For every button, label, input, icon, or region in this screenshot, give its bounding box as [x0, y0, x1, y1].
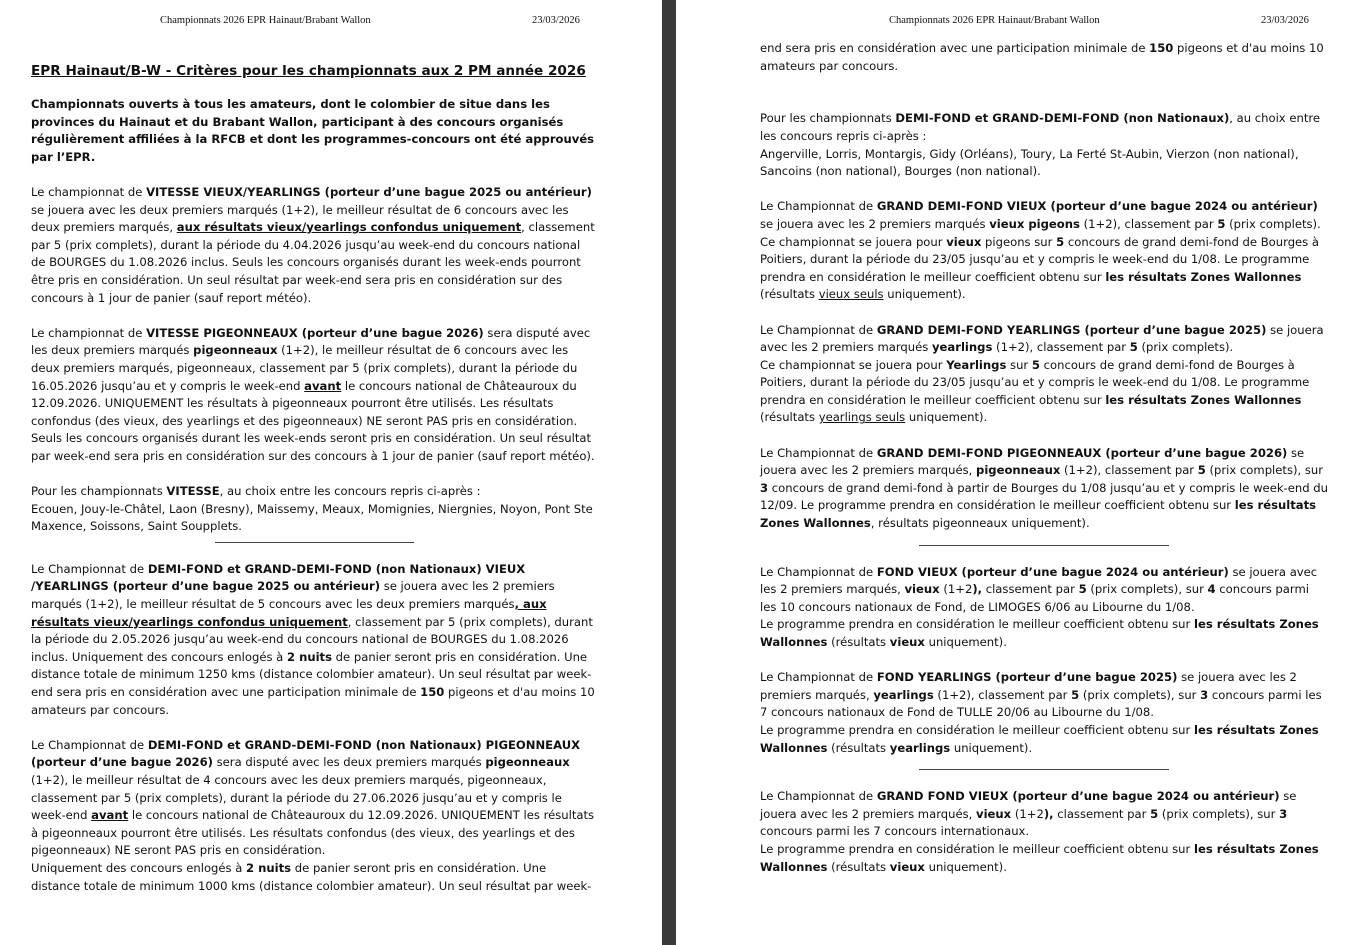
text-run: de panier seront pris en considération. Une distance totale de minimum 1250 kms (distance colombier amateur). Un seul résultat par week-end sera pris en considération avec une participation minimale de	[31, 649, 592, 699]
text-run: classement par	[1053, 806, 1151, 821]
text-run: se jouera avec les 2 premiers marqués,	[760, 789, 1297, 821]
bold-run: les résultats Zones Wallonnes	[760, 498, 1317, 531]
bold-run: 2 nuits	[246, 860, 292, 875]
paragraph-vitesse-pigeonneaux	[31, 325, 597, 466]
bold-run: vieux	[976, 806, 1012, 821]
text-run: uniquement).	[924, 859, 1007, 874]
bold-run: 5	[1056, 234, 1065, 249]
bold-run: les résultats Zones Wallonnes	[760, 841, 1319, 874]
text-run: (prix complets).	[1225, 216, 1321, 231]
text-run: (prix complets), sur	[1205, 463, 1324, 478]
text-run: (1+2), classement par	[933, 687, 1072, 702]
bold-run: vieux	[889, 635, 925, 649]
blank-line	[760, 93, 1328, 111]
text-run: (prix complets), sur	[1086, 582, 1208, 597]
text-run: Ce championnat se jouera pour	[760, 357, 947, 372]
document-title: EPR Hainaut/B-W - Critères pour les championnats aux 2 PM année 2026	[31, 63, 586, 79]
paragraph-continued	[760, 40, 1328, 75]
bold-run: pigeonneaux	[193, 343, 278, 358]
bold-run: GRAND FOND VIEUX (porteur d’une bague 2024 ou antérieur)	[876, 789, 1280, 804]
text-run: , classement par 5 (prix complets), durant la période du 2.05.2026 jusqu’au week-end du concours national de BOURGES du 1.08.2026 inclus. Uniquement des concours enlogés à	[31, 614, 593, 664]
vitesse-races-list: Ecouen, Jouy-le-Châtel, Laon (Bresny), Maissemy, Meaux, Momignies, Niergnies, Noyon, Pont Ste Maxence, Soissons, Saint Soupplets.	[31, 501, 593, 534]
bold-run: ),	[1043, 806, 1054, 821]
bold-run: 150	[420, 685, 445, 699]
text-run: (1+2), classement par	[1079, 216, 1218, 231]
text-run: Le Championnat de	[760, 322, 877, 337]
text-run: pigeons sur	[981, 234, 1057, 249]
bold-run: GRAND DEMI-FOND PIGEONNEAUX (porteur d’une bague 2026)	[876, 445, 1288, 460]
text-run: sera disputé avec les deux premiers marqués	[212, 755, 486, 770]
text-run: se jouera avec les 2 premiers marqués (1+2), le meilleur résultat de 5 concours avec les deux premiers marqués	[31, 579, 555, 612]
document-page-right	[676, 0, 1360, 945]
paragraph-grand-demi-fond-vieux	[760, 198, 1328, 304]
text-run: le concours national de Châteauroux du 12.09.2026. UNIQUEMENT les résultats à pigeonneaux pourront être utilisés. Les résultats confondus (des vieux, des yearlings et des pigeonneaux) NE seront PAS pris en considération.	[31, 808, 595, 858]
paragraph-grand-fond-vieux	[760, 788, 1328, 876]
text-run: Ce championnat se jouera pour	[760, 234, 947, 249]
section-separator	[215, 542, 414, 543]
bold-run: Yearlings	[946, 357, 1007, 372]
text-run: (1+2), classement par	[992, 340, 1130, 355]
text-run: Le programme prendra en considération le meilleur coefficient obtenu sur	[760, 617, 1194, 632]
bold-run: les résultats Zones Wallonnes	[760, 722, 1319, 755]
paragraph-vitesse-list-intro	[31, 483, 597, 501]
text-run: (résultats	[827, 740, 890, 755]
paragraph-vitesse-vieux-yearlings	[31, 184, 597, 307]
text-run: (1+2	[939, 582, 973, 597]
text-run: Uniquement des concours enlogés à	[31, 860, 247, 875]
bold-underline-run: aux résultats vieux/yearlings confondus uniquement	[176, 220, 522, 235]
text-run: , classement par 5 (prix complets), durant la période du 4.04.2026 jusqu’au week-end du concours national de BOURGES du 1.08.2026 inclus. Seuls les concours organisés durant les week-ends pourront être pris en considération. Un seul résultat par week-end sera pris en considération sur des concours à 1 jour de panier (sauf report météo).	[31, 220, 595, 305]
text-run: le concours national de Châteauroux du 12.09.2026. UNIQUEMENT les résultats à pigeonneaux pourront être utilisés. Les résultats confondus (des vieux, des yearlings et des pigeonneaux) NE seront PAS pris en considération. Seuls les concours organisés durant les week-ends seront pris en considération. Un seul résultat par week-end sera pris en considération sur des concours à 1 jour de panier (sauf report météo).	[31, 378, 595, 463]
text-run: (prix complets), sur	[1079, 687, 1201, 702]
text-run: Le championnat de	[31, 325, 147, 340]
bold-run: les résultats Zones Wallonnes	[760, 617, 1319, 649]
text-run: (résultats	[827, 635, 890, 649]
text-run: concours de grand demi-fond de Bourges à Poitiers, durant la période du 23/05 jusqu’au et y compris le week-end du 1/08. Le programme prendra en considération le meilleur coefficient obtenu sur	[760, 357, 1310, 407]
bold-run: les résultats Zones Wallonnes	[1105, 392, 1302, 407]
bold-run: vieux	[946, 234, 982, 249]
bold-run: 2 nuits	[286, 649, 332, 664]
page-gutter	[662, 0, 676, 945]
paragraph-grand-demi-fond-yearlings	[760, 322, 1328, 428]
bold-run: 150	[1149, 41, 1174, 55]
text-run: se jouera avec les deux premiers marqués (1+2), le meilleur résultat de 6 concours avec les deux premiers marqués,	[31, 202, 569, 235]
text-run: uniquement).	[883, 287, 966, 302]
text-run: , résultats pigeonneaux uniquement).	[870, 516, 1090, 531]
paragraph-demi-fond-pigeonneaux	[31, 737, 597, 860]
underline-run: yearlings seuls	[818, 410, 906, 425]
paragraph-demi-fond-vieux-yearlings	[31, 561, 597, 719]
bold-run: 5	[1150, 806, 1159, 821]
text-run: Le programme prendra en considération le meilleur coefficient obtenu sur	[760, 722, 1194, 737]
text-run: pigeons et d'au moins 10 amateurs par concours.	[31, 685, 595, 717]
text-run: concours de grand demi-fond de Bourges à Poitiers, durant la période du 23/05 jusqu’au et y compris le week-end du 1/08. Le programme prendra en considération le meilleur coefficient obtenu sur	[760, 234, 1320, 284]
demi-fond-races-list: Angerville, Lorris, Montargis, Gidy (Orléans), Toury, La Ferté St-Aubin, Vierzon (non national), Sancoins (non national), Bourges (non national).	[760, 146, 1299, 179]
paragraph-grand-demi-fond-pigeonneaux	[760, 445, 1328, 533]
text-run: classement par	[982, 582, 1079, 597]
text-run: se jouera avec les 2 premiers marqués	[760, 322, 1324, 355]
page-header-title: Championnats 2026 EPR Hainaut/Brabant Wallon	[889, 15, 1100, 26]
text-run: Le Championnat de	[760, 445, 877, 460]
page-header-date: 23/03/2026	[532, 15, 580, 26]
bold-underline-run: avant	[91, 808, 129, 823]
text-run: (résultats	[760, 287, 819, 302]
text-run: concours parmi les 7 concours internationaux.	[760, 824, 1030, 839]
bold-underline-run: , aux résultats vieux/yearlings confondus uniquement	[31, 597, 547, 629]
bold-run: yearlings	[889, 740, 951, 755]
section-separator	[919, 769, 1169, 770]
bold-run: VITESSE PIGEONNEAUX (porteur d’une bague 2026)	[146, 325, 484, 340]
bold-run: DEMI-FOND et GRAND-DEMI-FOND (non Nationaux) VIEUX /YEARLINGS (porteur d’une bague 2025 ou antérieur)	[31, 561, 526, 594]
bold-run: les résultats Zones Wallonnes	[1105, 269, 1302, 284]
bold-run: 5	[1129, 340, 1138, 355]
blank-line	[760, 75, 1328, 93]
bold-run: 5	[1217, 216, 1226, 231]
text-run: Le Championnat de	[760, 670, 877, 685]
text-run: concours parmi les 7 concours nationaux de Fond de TULLE 20/06 au Libourne du 1/08.	[760, 687, 1322, 720]
text-run: (résultats	[760, 410, 819, 425]
text-run: end sera pris en considération avec une participation minimale de	[760, 41, 1150, 55]
text-run: Le championnat de	[31, 184, 147, 199]
bold-run: VITESSE	[166, 484, 220, 499]
document-page-left	[0, 0, 662, 945]
bold-run: FOND VIEUX (porteur d’une bague 2024 ou antérieur)	[876, 564, 1229, 579]
paragraph-demi-fond-list	[760, 110, 1328, 180]
text-run: se jouera avec les 2 premiers marqués,	[760, 445, 1305, 478]
text-run: (prix complets).	[1137, 340, 1234, 355]
bold-run: 3	[1279, 806, 1288, 821]
bold-run: 5	[1078, 582, 1087, 597]
bold-run: vieux	[889, 859, 925, 874]
text-run: uniquement).	[924, 635, 1007, 649]
text-run: concours parmi les 10 concours nationaux de Fond, de LIMOGES 6/06 au Libourne du 1/08.	[760, 582, 1309, 614]
text-run: concours de grand demi-fond à partir de Bourges du 1/08 jusqu’au et y compris le week-end du 12/09. Le programme prendra en considération le meilleur coefficient obtenu sur	[760, 480, 1328, 513]
bold-run: 3	[760, 480, 769, 495]
text-run: pigeons et d'au moins 10 amateurs par concours.	[760, 41, 1324, 73]
text-run: (1+2), le meilleur résultat de 4 concours avec les deux premiers marqués, pigeonneaux, classement par 5 (prix complets), durant la période du 27.06.2026 jusqu’au et y compris le week-end	[31, 772, 562, 823]
intro-paragraph: Championnats ouverts à tous les amateurs, dont le colombier de situe dans les provinces du Hainaut et du Brabant Wallon, participant à des concours organisés régulièrement affiliées à la RFCB et dont les programmes-concours ont été approuvés par l’EPR.	[31, 97, 595, 164]
bold-run: 5	[1197, 463, 1206, 478]
page-body	[31, 61, 597, 895]
bold-run: GRAND DEMI-FOND VIEUX (porteur d’une bague 2024 ou antérieur)	[876, 199, 1318, 214]
bold-run: DEMI-FOND et GRAND-DEMI-FOND (non Nationaux)	[895, 111, 1230, 126]
text-run: Pour les championnats	[31, 484, 167, 499]
text-run: Le Championnat de	[760, 199, 877, 214]
text-run: , au choix entre les concours repris ci-après :	[760, 111, 1321, 143]
text-run: (prix complets), sur	[1158, 806, 1280, 821]
text-run: Le programme prendra en considération le meilleur coefficient obtenu sur	[760, 841, 1194, 856]
bold-run: 5	[1071, 687, 1080, 702]
text-run: (résultats	[827, 859, 890, 874]
page-body	[760, 40, 1328, 876]
text-run: sera disputé avec les deux premiers marqués	[31, 325, 591, 358]
bold-run: VITESSE VIEUX/YEARLINGS (porteur d’une bague 2025 ou antérieur)	[146, 184, 592, 199]
bold-run: GRAND DEMI-FOND YEARLINGS (porteur d’une bague 2025)	[876, 322, 1267, 337]
text-run: (1+2), le meilleur résultat de 6 concours avec les deux premiers marqués, pigeonneaux, classement par 5 (prix complets), durant la période du 16.05.2026 jusqu’au et y compris le week-end	[31, 343, 578, 393]
bold-run: 5	[1031, 357, 1040, 372]
text-run: se jouera avec les 2 premiers marqués,	[760, 564, 1318, 597]
text-run: Pour les championnats	[760, 111, 896, 126]
bold-underline-run: avant	[304, 378, 342, 393]
text-run: Le Championnat de	[760, 564, 877, 579]
bold-run: pigeonneaux	[976, 463, 1061, 478]
paragraph-fond-vieux	[760, 564, 1328, 652]
bold-run: DEMI-FOND et GRAND-DEMI-FOND (non Nationaux) PIGEONNEAUX (porteur d’une bague 2026)	[31, 737, 581, 770]
text-run: uniquement).	[950, 740, 1033, 755]
bold-run: yearlings	[873, 687, 934, 702]
text-run: sur	[1006, 357, 1032, 372]
text-run: Le Championnat de	[31, 561, 148, 576]
paragraph-demi-fond-pigeonneaux-cont	[31, 860, 597, 895]
underline-run: vieux seuls	[818, 287, 884, 302]
page-header-title: Championnats 2026 EPR Hainaut/Brabant Wallon	[160, 15, 371, 26]
text-run: Le Championnat de	[760, 789, 877, 804]
page-header-date: 23/03/2026	[1261, 15, 1309, 26]
text-run: (1+2	[1011, 806, 1044, 821]
text-run: se jouera avec les 2 premiers marqués	[760, 216, 990, 231]
bold-run: 4	[1207, 582, 1216, 597]
bold-run: yearlings	[931, 340, 993, 355]
text-run: Le Championnat de	[31, 737, 148, 752]
paragraph-fond-yearlings	[760, 669, 1328, 757]
text-run: de panier seront pris en considération. Une distance totale de minimum 1000 kms (distance colombier amateur). Un seul résultat par week-	[31, 860, 592, 893]
bold-run: ),	[972, 582, 983, 597]
bold-run: vieux	[904, 582, 940, 597]
text-run: uniquement).	[905, 410, 988, 425]
bold-run: vieux pigeons	[989, 216, 1080, 231]
bold-run: FOND YEARLINGS (porteur d’une bague 2025)	[876, 670, 1178, 685]
bold-run: 3	[1200, 687, 1209, 702]
section-separator	[919, 545, 1169, 546]
text-run: , au choix entre les concours repris ci-après :	[219, 484, 481, 499]
text-run: se jouera avec les 2 premiers marqués,	[760, 670, 1297, 702]
text-run: (1+2), classement par	[1060, 463, 1198, 478]
bold-run: pigeonneaux	[485, 755, 570, 770]
